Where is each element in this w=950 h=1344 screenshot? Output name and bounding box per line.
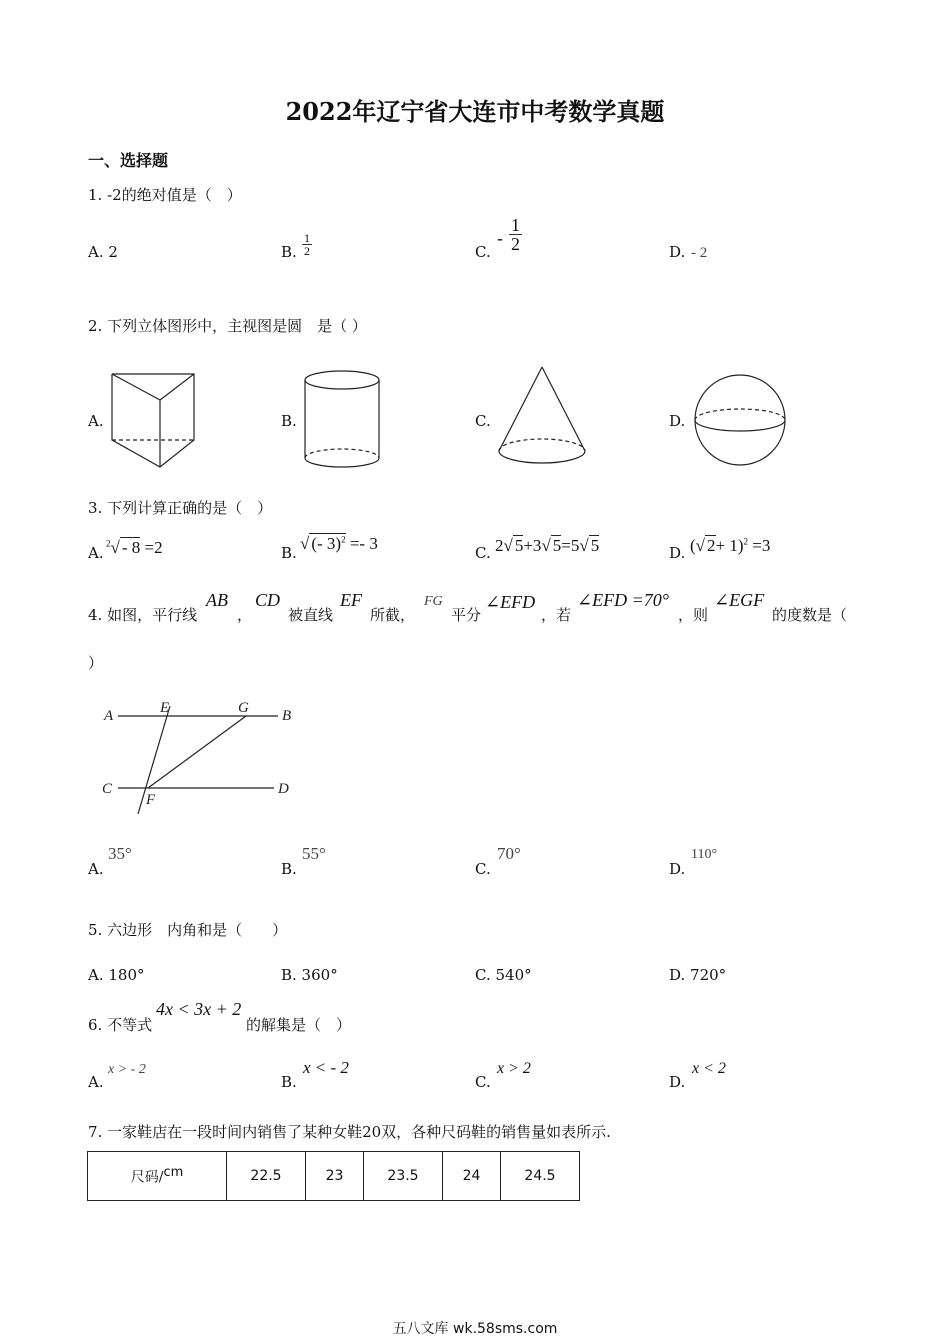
q6-option-a-label: A. [88,1073,104,1091]
q7-stem: 7. 一家鞋店在一段时间内销售了某种女鞋20双，各种尺码鞋的销售量如表所示. [88,1123,611,1141]
label-e: E [160,700,170,716]
q4-math-ab: AB [206,590,228,610]
q4-option-a-value: 35° [108,844,132,863]
q4-text-line: 被直线 [288,606,334,624]
q1-option-c-label: C. [475,243,491,261]
label-g: G [238,700,249,716]
q4-math-egf: ∠EGF [714,590,765,610]
footer-watermark: 五八文库 wk.58sms.com [392,1321,558,1337]
q2-option-d: D. [669,412,686,430]
q4-stem-end: ） [88,654,104,672]
q1-option-b-fraction: $\frac{1}{2}$ [304,231,310,258]
q1-option-c-fraction: $\frac{1}{2}$ [511,215,520,254]
page-title: 2022年辽宁省大连市中考数学真题 [285,97,665,126]
q6-option-c-label: C. [475,1073,491,1091]
q4-text-bisect: 平分 [451,606,482,624]
q4-math-condition: ∠EFD =70° [577,590,669,610]
table-row [88,1152,580,1201]
q5-option-b: B. 360° [281,966,338,984]
q5-stem: 5. 六边形 内角和是（ ） [88,921,288,939]
q1-option-a: A. 2 [88,243,118,261]
q4-option-d-value: 110° [691,847,718,862]
q3-option-a-label: A. [88,544,104,562]
q1-option-d-label: D. [669,243,686,261]
q2-stem: 2. 下列立体图形中，主视图是圆 是（ ） [88,317,367,335]
label-d: D [278,781,289,797]
triangular-prism-figure [104,366,200,470]
q2-option-c: C. [475,412,491,430]
q4-option-d-label: D. [669,860,686,878]
q4-math-ef: EF [340,590,362,610]
q4-option-c-value: 70° [497,844,521,863]
q4-math-efd: ∠EFD [485,592,536,612]
q4-stem-start: 4. 如图，平行线 [88,606,198,624]
q6-option-d-label: D. [669,1073,686,1091]
q1-option-d-value: - 2 [691,245,708,261]
q6-inequality: 4x < 3x + 2 [156,999,242,1019]
q4-sep: ， [237,606,253,624]
q5-option-a: A. 180° [88,966,145,984]
cylinder-figure [300,368,384,472]
sphere-figure [692,372,788,468]
label-a: A [104,708,114,724]
q4-math-fg: FG [424,594,443,609]
q6-stem-start: 6. 不等式 [88,1016,153,1034]
q6-option-b-label: B. [281,1073,297,1091]
q3-option-d-label: D. [669,544,686,562]
q2-option-b: B. [281,412,297,430]
q5-option-c: C. 540° [475,966,532,984]
q3-option-c-expression: 2√ 5+3√ 5=5√ 5 [495,536,600,555]
q6-option-b-value: x < - 2 [303,1058,349,1077]
q4-option-b-value: 55° [302,844,326,863]
q3-option-b-expression: √ (- 3)$^2$ =- 3 [300,534,378,553]
q1-option-c-sign: - [497,228,503,248]
table-cell: 23.5 [364,1152,443,1201]
q4-option-c-label: C. [475,860,491,878]
q4-option-a-label: A. [88,860,104,878]
q3-option-b-label: B. [281,544,297,562]
q1-stem: 1. -2的绝对值是（ ） [88,186,242,204]
q6-stem-end: 的解集是（ ） [246,1016,352,1034]
q4-text-then: ，则 [678,606,709,624]
table-cell: 22.5 [227,1152,306,1201]
q4-math-cd: CD [255,590,281,610]
label-c: C [102,781,113,797]
q4-text-if: ，若 [541,606,572,624]
q6-option-d-value: x < 2 [692,1060,726,1077]
q3-stem: 3. 下列计算正确的是（ ） [88,499,273,517]
q1-option-b-label: B. [281,243,297,261]
q4-option-b-label: B. [281,860,297,878]
q3-option-d-expression: (√ 2+ 1)$^2$ =3 [690,536,771,555]
q5-option-d: D. 720° [669,966,727,984]
shoe-size-table [87,1151,580,1201]
table-header-cell: 尺码/$^{cm}$ [88,1152,227,1201]
parallel-lines-figure [96,692,306,822]
label-b: B [282,708,292,724]
q6-option-c-value: x > 2 [497,1060,531,1077]
table-cell: 24.5 [501,1152,580,1201]
q3-option-a-expression: $^2$√ - 8 =2 [106,538,163,557]
q2-option-a: A. [88,412,104,430]
label-f: F [146,792,156,808]
q4-text-degree: 的度数是（ [772,606,848,624]
q4-text-cut: 所截， [370,606,416,624]
table-cell: 23 [306,1152,364,1201]
q6-option-a-value: x > - 2 [108,1062,146,1077]
section-heading: 一、选择题 [88,151,169,170]
cone-figure [494,364,590,470]
table-cell: 24 [443,1152,501,1201]
q3-option-c-label: C. [475,544,491,562]
